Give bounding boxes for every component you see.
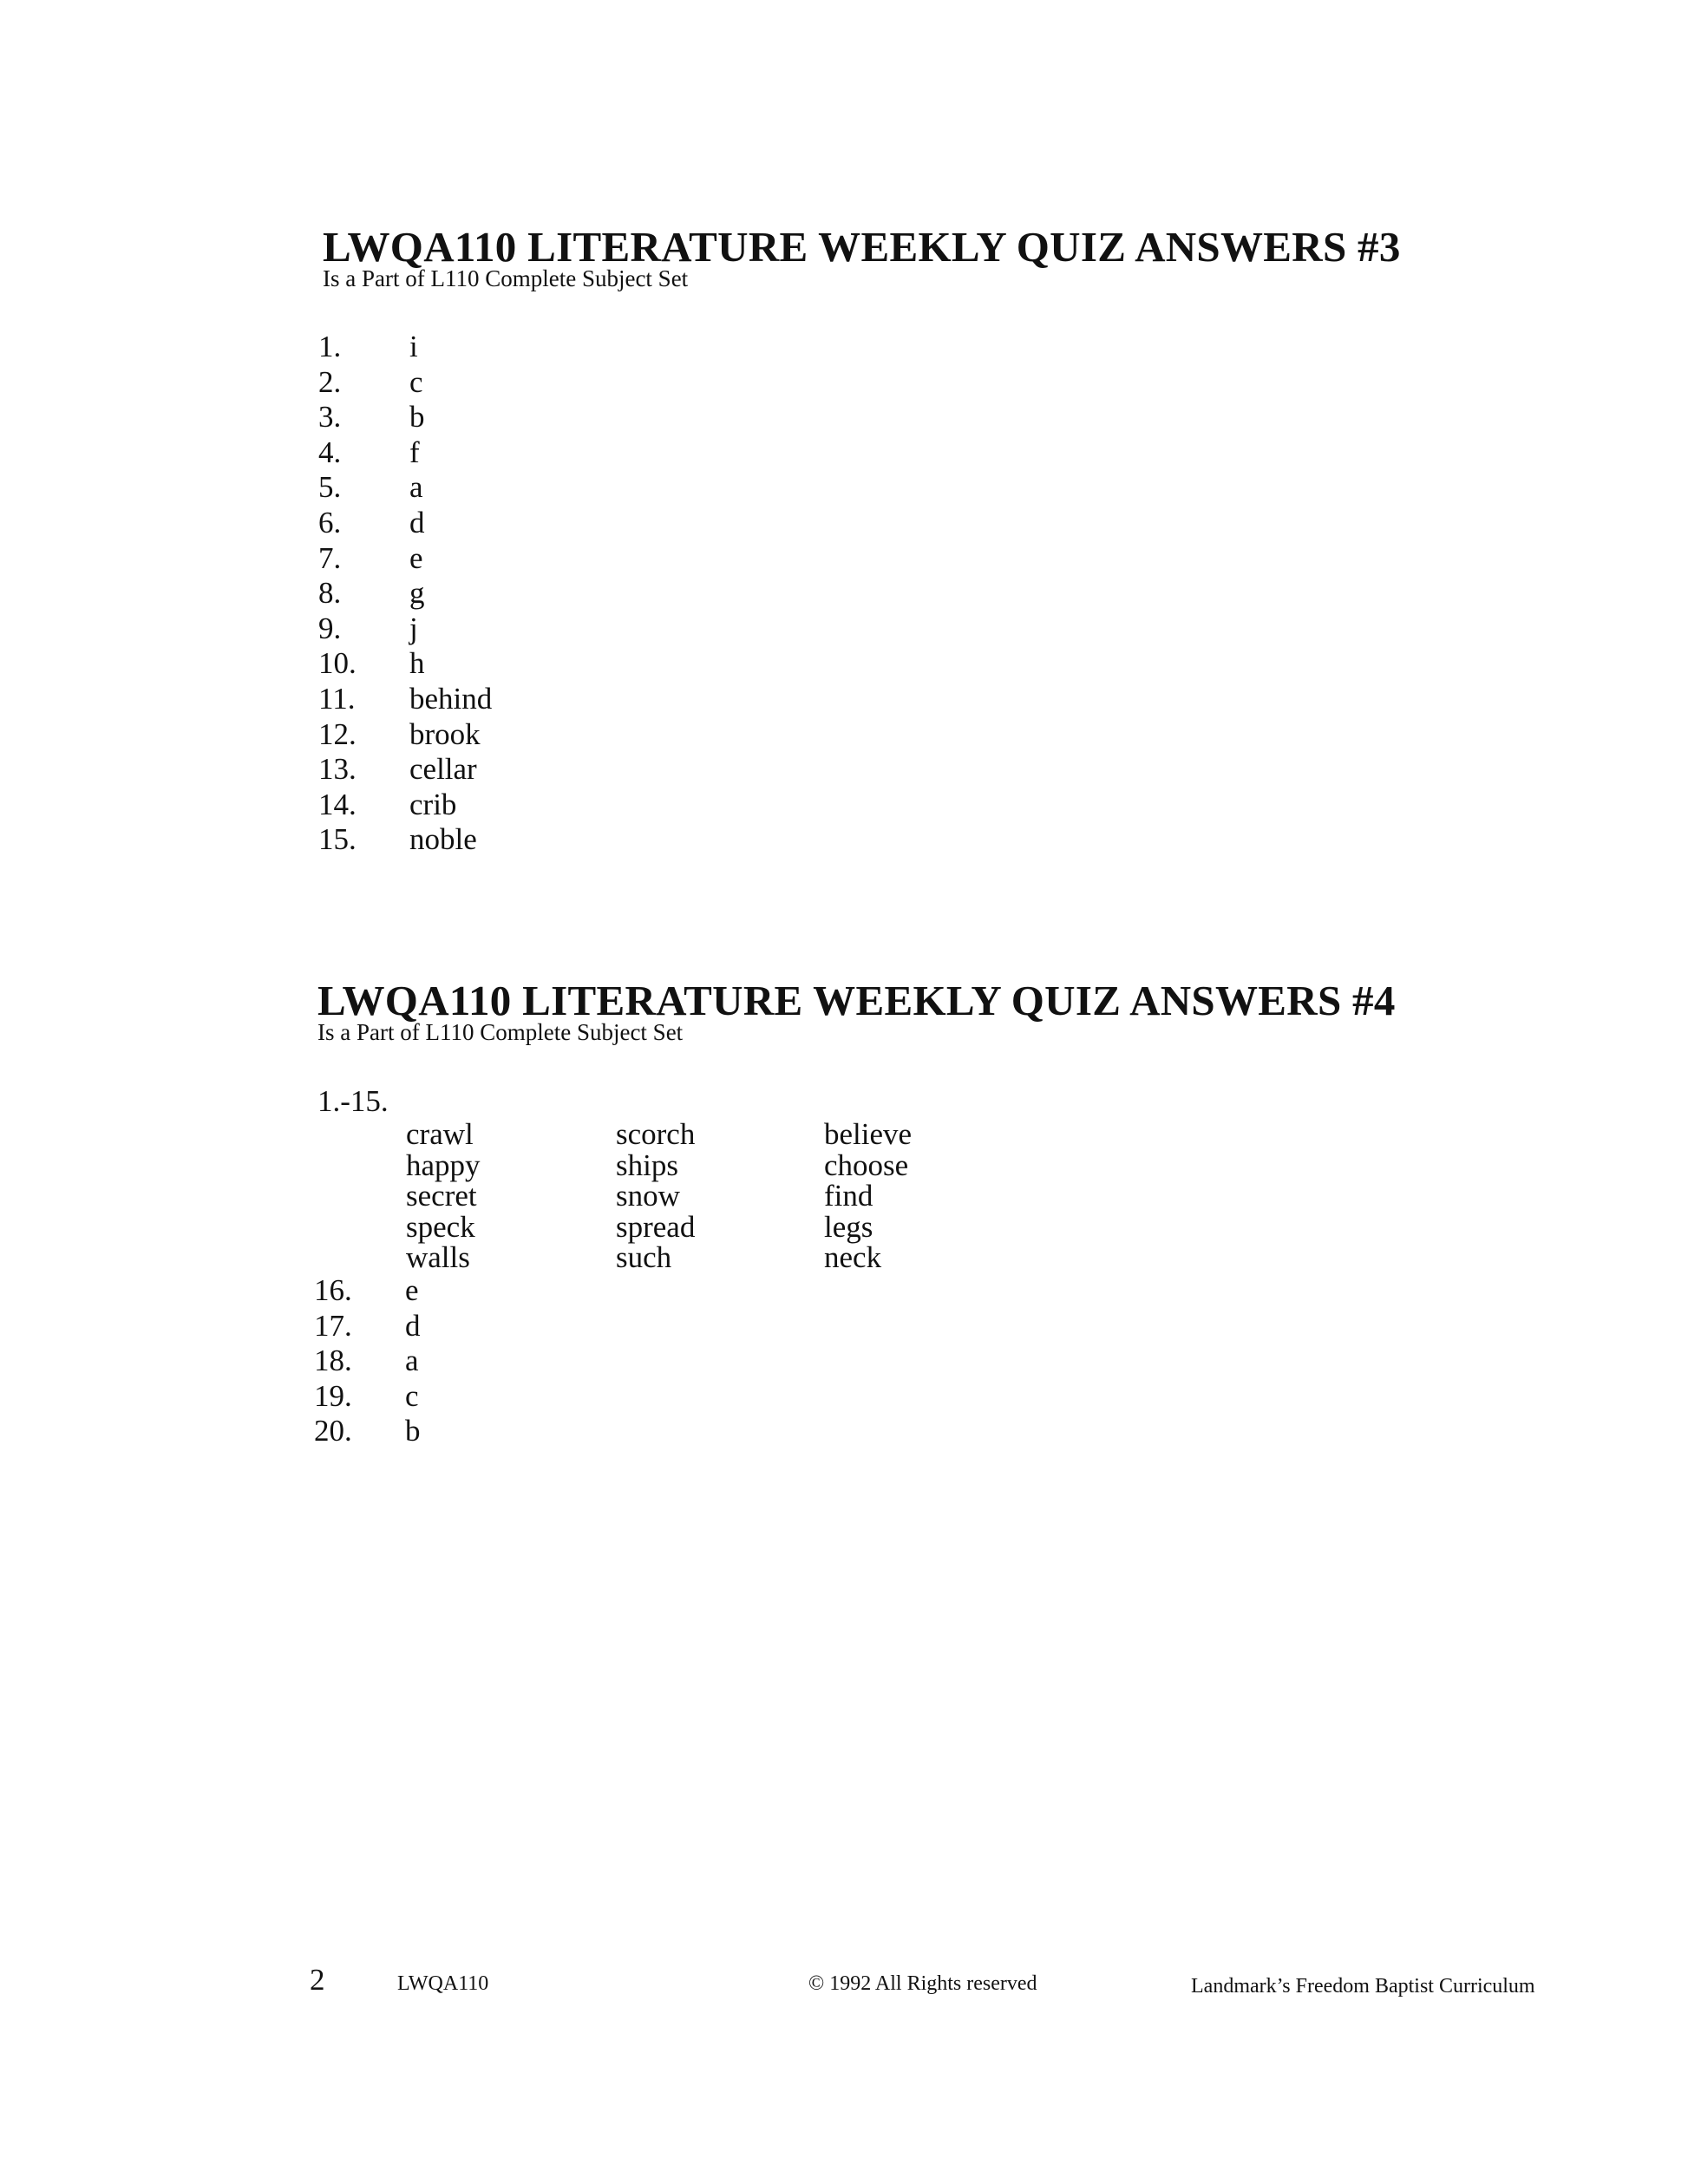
answer-number: 4.	[318, 435, 342, 469]
quiz3-answer-list	[318, 330, 839, 867]
answer-number: 18.	[314, 1344, 352, 1378]
spelling-word: secret	[406, 1179, 477, 1213]
answer-value: behind	[409, 682, 493, 716]
quiz3-subtitle: Is a Part of L110 Complete Subject Set	[323, 265, 689, 291]
footer-copyright: © 1992 All Rights reserved	[808, 1972, 1037, 1995]
spelling-word: speck	[406, 1209, 475, 1244]
answer-value: c	[409, 364, 423, 399]
answer-number: 16.	[314, 1273, 352, 1307]
answer-number: 17.	[314, 1308, 352, 1343]
answer-number: 8.	[318, 576, 342, 611]
answer-value: d	[409, 506, 425, 539]
page-number: 2	[310, 1963, 325, 1997]
answer-value: b	[409, 400, 425, 435]
footer-code: LWQA110	[397, 1972, 489, 1995]
answer-number: 7.	[318, 540, 342, 575]
answer-value: c	[405, 1378, 419, 1413]
spelling-word: believe	[824, 1117, 913, 1151]
answer-value: e	[405, 1273, 419, 1307]
quiz4-range-label: 1.-15.	[317, 1084, 389, 1118]
answer-number: 19.	[314, 1378, 352, 1413]
footer-publisher: Landmark’s Freedom Baptist Curriculum	[1191, 1975, 1535, 1998]
answer-value: noble	[409, 822, 477, 857]
answer-number: 20.	[314, 1414, 352, 1448]
answer-value: b	[405, 1414, 421, 1448]
answer-value: d	[405, 1308, 421, 1343]
answer-value: a	[405, 1344, 419, 1378]
answer-number: 12.	[318, 716, 357, 751]
answer-number: 3.	[318, 400, 342, 435]
spelling-word: snow	[616, 1179, 680, 1213]
answer-number: 14.	[318, 787, 357, 821]
spelling-word: find	[824, 1179, 873, 1213]
spelling-word: neck	[824, 1240, 882, 1274]
spelling-word: crawl	[406, 1117, 474, 1151]
spelling-word: walls	[406, 1240, 470, 1274]
answer-value: a	[409, 470, 423, 505]
quiz4-title: LWQA110 LITERATURE WEEKLY QUIZ ANSWERS #4	[317, 977, 1396, 1024]
spelling-word: ships	[616, 1148, 678, 1182]
answer-number: 15.	[318, 822, 357, 857]
answer-number: 2.	[318, 364, 342, 399]
spelling-word: legs	[824, 1209, 873, 1244]
answer-number: 6.	[318, 506, 342, 539]
spelling-word: choose	[824, 1148, 909, 1182]
answer-number: 9.	[318, 611, 342, 645]
answer-value: h	[409, 646, 425, 681]
spelling-word: such	[616, 1240, 672, 1274]
answer-value: f	[409, 435, 420, 469]
quiz4-answer-list	[314, 1273, 834, 1464]
answer-number: 5.	[318, 470, 342, 505]
answer-value: crib	[409, 787, 457, 821]
answer-value: brook	[409, 716, 481, 751]
spelling-word: spread	[616, 1209, 696, 1244]
answer-number: 10.	[318, 646, 357, 681]
answer-value: g	[409, 576, 425, 611]
quiz3-title: LWQA110 LITERATURE WEEKLY QUIZ ANSWERS #3	[323, 223, 1401, 271]
answer-value: i	[409, 330, 418, 363]
answer-value: j	[409, 611, 418, 645]
spelling-word: scorch	[616, 1117, 696, 1151]
answer-number: 1.	[318, 330, 342, 363]
answer-number: 11.	[318, 682, 356, 716]
answer-value: e	[409, 540, 423, 575]
spelling-word: happy	[406, 1148, 481, 1182]
answer-number: 13.	[318, 752, 357, 787]
quiz4-subtitle: Is a Part of L110 Complete Subject Set	[317, 1019, 684, 1045]
answer-value: cellar	[409, 752, 477, 787]
